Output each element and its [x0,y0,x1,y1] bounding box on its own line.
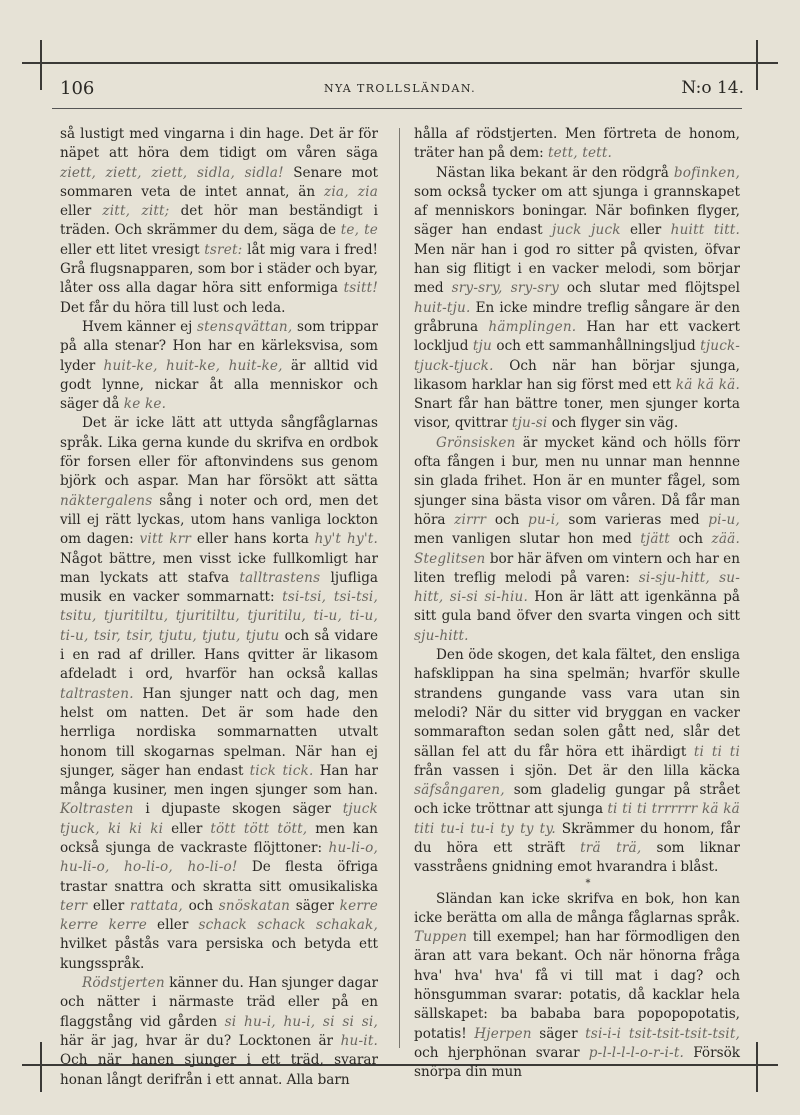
body-text: säger [531,1025,586,1042]
italic-text: si-sju-hitt, su-hitt, si-si si-hiu. [414,569,740,606]
italic-text: rattata, [129,897,183,914]
body-text: eller [620,222,671,239]
italic-text: tju-si [511,415,548,432]
italic-text: tick tick. [249,762,314,779]
italic-text: talltrastens [239,569,321,586]
body-text: och slutar med flöjtspel [559,280,740,297]
body-text: Han sjunger natt och dag, men helst om natten. Det är som hade den herrliga nordiska sommarnatten utvalt honom till skogarnas spelman. När han ej sjunger, säger han endast [60,685,378,779]
paragraph [414,646,740,878]
body-text: och [486,511,529,528]
italic-text: ti ti ti [693,743,740,760]
body-text: och ett sammanhållningsljud [491,338,701,355]
body-text: eller hans korta [191,531,315,548]
paragraph [414,164,740,434]
body-text: Senare mot sommaren veta de intet annat, än [60,164,378,200]
body-text: är mycket känd och hölls förr ofta fången i bur, men nu unnar man hennne sin glada frihet. Hon är en munter fågel, som sjunger sina bästa visor om våren. Då får man höra [414,434,740,528]
body-text: Och när han börjar sjunga, likasom harklar han sig först med ett [414,357,740,393]
italic-text: ke ke. [123,396,167,413]
body-text: Snart får han bättre toner, men sjunger korta visor, qvittrar [414,396,740,432]
body-text: Något bättre, men visst icke fullkomligt har man lyckats att stafva [60,550,378,586]
italic-text: tsi-i-i tsit-tsit-tsit-tsit, [585,1025,741,1042]
body-text: som trippar på alla stenar? Hon har en kärleksvisa, som lyder [60,318,378,374]
italic-text: ziett, ziett, ziett, sidla, sidla! [60,164,284,181]
right-column [414,125,740,1083]
body-text: säger [290,897,340,914]
italic-text: tju [472,338,492,355]
body-text: Det är icke lätt att uttyda sångfåglarnas språk. Lika gerna kunde du skrifva en ordbok för forsen eller för aftonvindens sus genom björk och aspar. Man har försökt att sätta [60,415,378,490]
body-text: Sländan kan icke skrifva en bok, hon kan icke berätta om alla de många fåglarnas språk. [414,890,740,926]
body-text: eller ett litet vresigt [60,241,205,258]
body-text: är alltid vid godt lynne, nickar åt alla menniskor och säger då [60,357,379,413]
italic-text: si hu-i, hu-i, si si si, [224,1013,378,1030]
italic-text: te, te [340,222,379,239]
italic-text: vitt krr [139,531,192,548]
body-text: som varieras med [559,511,709,528]
crop-mark-bottom-right [756,1042,758,1092]
italic-text: juck juck [551,222,621,239]
italic-text: näktergalens [60,492,153,509]
italic-text: zia, zia [323,183,378,200]
body-text: Han har många kusiner, men ingen sjunger som han. [60,762,378,799]
italic-text: huit-ke, huit-ke, huit-ke, [103,357,283,374]
italic-text: kä kä kä. [675,376,740,393]
italic-text: hämplingen. [488,318,577,335]
body-text: eller [60,203,103,220]
italic-text: snöskatan [218,897,291,914]
italic-text: zirrr [454,511,487,528]
top-border-rule [22,62,778,64]
italic-text: zää. [711,531,740,548]
column-divider [399,128,400,1048]
body-text: känner du. Han sjunger dagar och nätter i närmaste träd eller på en flaggstång vid gården [60,975,378,1030]
italic-text: sry-sry, sry-sry [451,280,559,297]
body-text: ljufliga musik en vacker sommarnatt: [60,569,379,606]
italic-text: stensqvättan, [196,318,293,335]
page-number: 106 [60,78,95,99]
body-text: De flesta öfriga trastar snattra och skratta sitt omusikaliska [60,859,378,895]
body-text: men vanligen slutar hon med [414,531,641,548]
body-text: bor här äfven om vintern och har en liten treflig melodi på varen: [414,550,740,586]
italic-text: schack schack schakak, [198,917,378,934]
italic-text: Steglitsen [414,550,486,567]
italic-text: Rödstjerten [82,975,165,992]
italic-text: hu-li-o, hu-li-o, ho-li-o, ho-li-o! [60,839,378,876]
running-title: NYA TROLLSLÄNDAN. [323,82,477,95]
paragraph [60,974,378,1090]
body-text: Nästan lika bekant är den rödgrå [436,164,674,181]
italic-text: tjuck tjuck, ki ki ki [60,801,378,837]
body-text: eller [146,917,199,934]
body-text: som också tycker om att sjunga i grannskapet af menniskors boningar. När bofinken flyger, säger han endast [414,183,740,239]
italic-text: sju-hitt. [414,627,469,644]
italic-text: pi-u, [708,511,740,528]
body-text: och så vidare i en rad af driller. Hans qvitter är likasom afdeladt i ord, hvarför han också kallas [60,627,378,683]
italic-text: hu-it. [340,1032,378,1049]
body-text: Det får du höra till lust och leda. [60,299,286,316]
body-text: eller [87,897,130,914]
body-text: Hvem känner ej [82,318,197,335]
body-text: eller [163,820,211,837]
issue-number: N:o 14. [681,78,744,98]
body-text: och hjerphönan svarar [414,1044,589,1061]
body-text: till exempel; han har förmodligen den äran att vara bekant. Och när hönorna fråga hva' hva' hva' få vi till mat i dag? och hönsgumman svarar: potatis, då kacklar hela sällskapet: ba bababa bara popopopotatis, potatis! [414,929,740,1042]
body-text: som gladelig gungar på strået och icke tröttnar att sjunga [414,782,740,818]
body-text: Hon är lätt att igenkänna på sitt gula band öfver den svarta vingen och sitt [414,589,740,625]
italic-text: Tuppen [414,929,468,946]
body-text: men kan också sjunga de vackraste flöjttoner: [60,820,378,856]
italic-text: pu-i, [528,511,560,528]
italic-text: Hjerpen [474,1025,532,1042]
body-text: från vassen i sjön. Det är den lilla käcka [414,762,740,779]
left-column [60,125,378,1090]
italic-text: tjuck-tjuck-tjuck. [414,338,740,374]
body-text: En icke mindre treflig sångare är den gråbruna [414,299,740,335]
body-text: Han har ett vackert lockljud [414,318,740,355]
page-header [40,72,760,102]
body-text: hvilket påstås vara persiska och betyda ett kungsspråk. [60,936,378,972]
body-text: och [182,897,219,914]
italic-text: tjätt [640,531,670,548]
italic-text: tett, tett. [548,145,613,162]
section-separator: * [585,877,591,889]
italic-text: Grönsisken [436,434,516,451]
italic-text: terr [60,897,88,914]
italic-text: huit-tju. [414,299,471,316]
italic-text: säfsångaren, [414,782,505,799]
body-text: låt mig vara i fred! Grå flugsnapparen, som bor i städer och byar, låter oss alla dagar höra sitt enformiga [60,241,379,297]
italic-text: Koltrasten [60,801,134,818]
italic-text: tsitt! [343,280,378,297]
body-text: så lustigt med vingarna i din hage. Det är för näpet att höra dem tidigt om våren säga [60,126,378,162]
body-text: i djupaste skogen säger [133,801,343,818]
italic-text: bofinken, [673,164,740,181]
body-text: det hör man beständigt i träden. Och skrämmer du dem, säga de [60,203,378,239]
header-rule [52,108,742,109]
paragraph [414,434,740,646]
body-text: Skrämmer du honom, får du höra ett sträft [414,820,740,856]
paragraph [414,125,740,164]
body-text: och flyger sin väg. [547,415,679,432]
italic-text: tsret: [204,241,243,258]
crop-mark-bottom-left [40,1042,42,1092]
paragraph [60,414,378,974]
italic-text: p-l-l-l-l-o-r-i-t. [588,1044,685,1061]
body-text: Men när han i god ro sitter på qvisten, öfvar han sig flitigt i en vacker melodi, som börjar med [414,241,740,297]
italic-text: tsi-tsi, tsi-tsi, tsitu, tjuritiltu, tjuritiltu, tjuritilu, ti-u, ti-u, ti-u, tsir, tsir, tjutu, tjutu, tjutu [60,589,378,644]
paragraph [60,318,378,414]
body-text: Försök snörpa din mun [414,1044,740,1081]
italic-text: huitt titt. [670,222,740,239]
italic-text: hy't hy't. [314,531,378,548]
body-text: som liknar vasstråens gnidning emot hvarandra i blåst. [414,839,741,876]
paragraph [60,125,378,318]
body-text: sång i noter och ord, men det vill ej rätt lyckas, utom hans vanliga lockton om dagen: [60,492,378,548]
body-text: hålla af rödstjerten. Men förtreta de honom, träter han på dem: [414,126,740,162]
italic-text: ti ti ti trrrrrr kä kä titi tu-i tu-i ty ty ty. [414,801,740,837]
italic-text: taltrasten. [60,685,134,702]
italic-text: trä trä, [580,839,642,856]
body-text: här är jag, hvar är du? Locktonen är [60,1032,341,1049]
body-text: Och när hanen sjunger i ett träd, svarar honan långt derifrån i ett annat. Alla barn [60,1052,378,1088]
italic-text: tött tött tött, [210,820,308,837]
paragraph [414,890,740,1083]
italic-text: kerre kerre kerre [60,897,378,934]
body-text: Den öde skogen, det kala fältet, den ensliga hafsklippan ha sina spelmän; hvarför skulle strandens gungande vass vara utan sin melodi? När du sitter vid bryggan en vacker sommarafton sedan solen gått ned, slår det sällan fel att du får höra ett ihärdigt [414,647,740,760]
italic-text: zitt, zitt; [102,203,170,220]
body-text: och [669,531,712,548]
